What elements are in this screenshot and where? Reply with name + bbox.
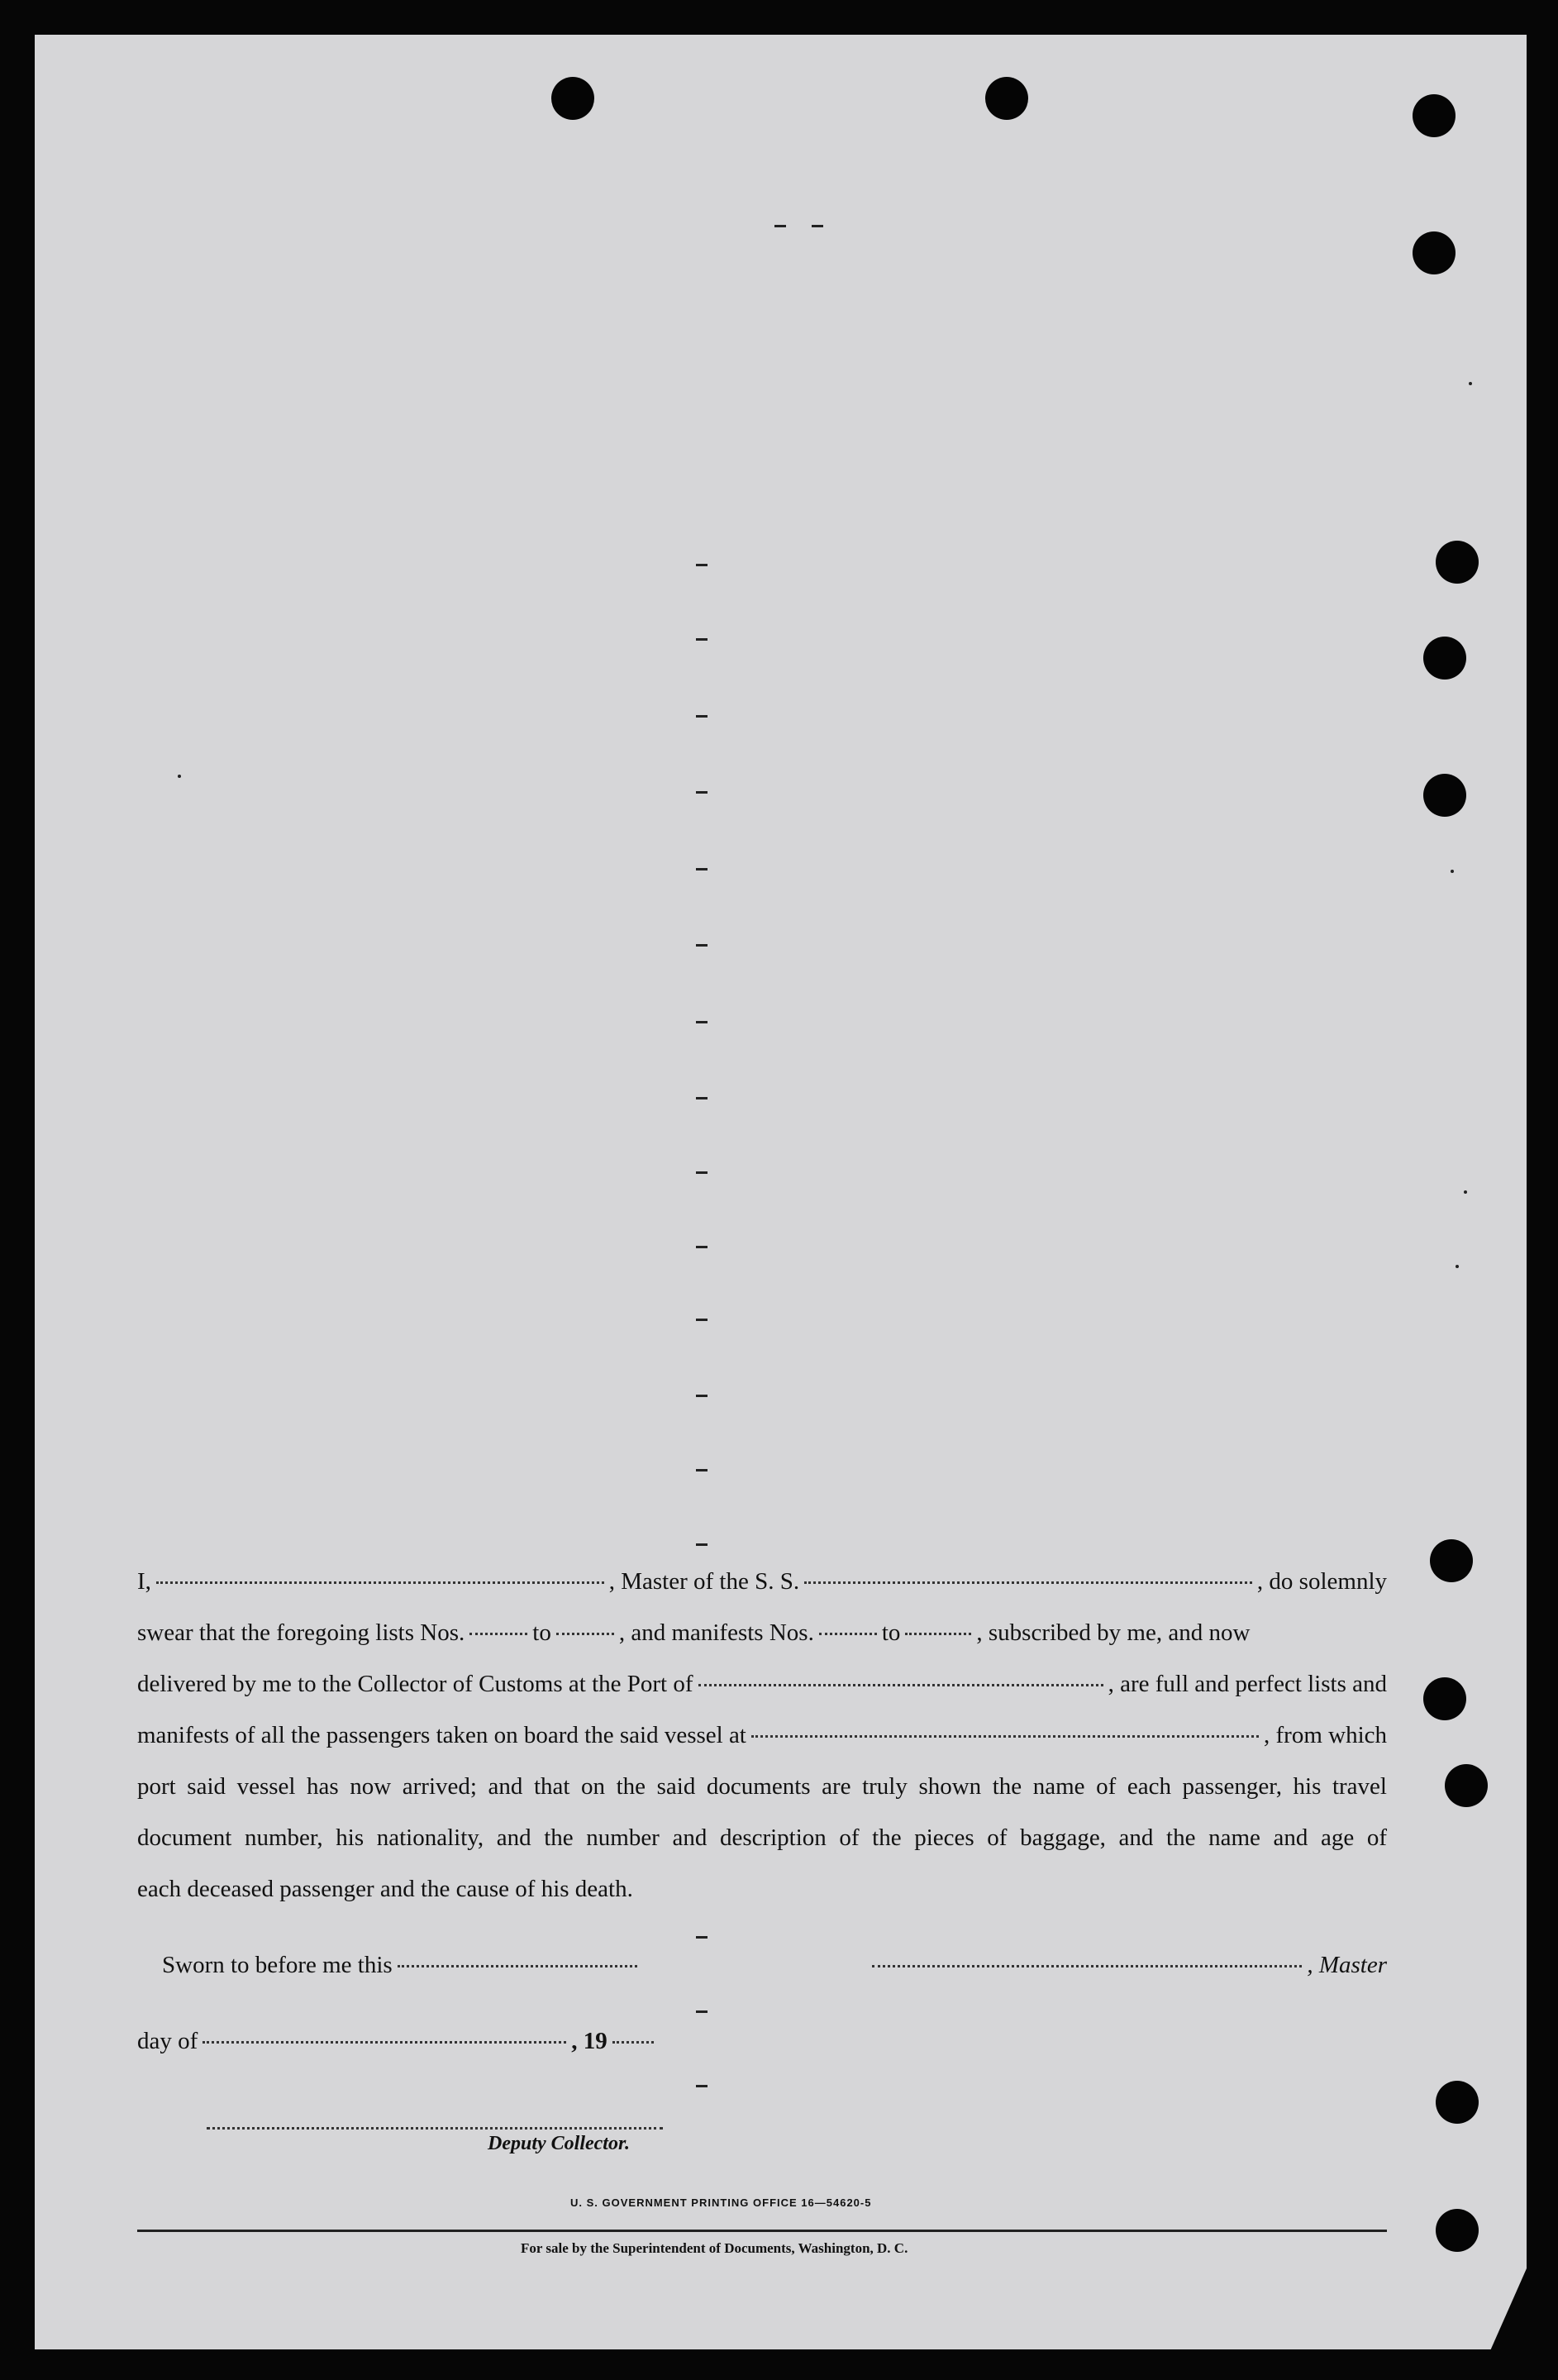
master-label: , Master: [1307, 1952, 1387, 1978]
punch-hole: [1413, 231, 1456, 274]
punch-hole: [1436, 2209, 1479, 2252]
fold-mark: [696, 638, 708, 641]
punch-hole: [1445, 1764, 1488, 1807]
oath-text: to: [881, 1619, 901, 1646]
punch-hole: [551, 77, 594, 120]
sworn-row: [137, 1952, 1387, 2003]
list-from-blank: [469, 1633, 527, 1635]
sworn-label: Sworn to before me this: [162, 1952, 393, 1978]
vessel-name-blank: [804, 1581, 1252, 1584]
punch-hole: [1436, 541, 1479, 584]
fold-mark: [696, 2085, 708, 2087]
oath-text: swear that the foregoing lists Nos.: [137, 1619, 465, 1646]
deputy-collector-label: Deputy Collector.: [488, 2133, 630, 2154]
sale-notice: For sale by the Superintendent of Documents, Washington, D. C.: [521, 2240, 908, 2256]
origin-port-blank: [751, 1735, 1259, 1738]
fold-mark: [696, 715, 708, 718]
printer-imprint: U. S. GOVERNMENT PRINTING OFFICE 16—54620-5: [570, 2196, 872, 2209]
fold-mark: [696, 564, 708, 566]
fold-mark: [696, 944, 708, 947]
oath-text: manifests of all the passengers taken on board the said vessel at: [137, 1722, 746, 1748]
fold-mark: [696, 1246, 708, 1248]
oath-text: , are full and perfect lists and: [1108, 1671, 1387, 1697]
punch-hole: [1413, 94, 1456, 137]
punch-hole: [985, 77, 1028, 120]
month-blank: [202, 2041, 566, 2044]
oath-text: , Master of the S. S.: [608, 1568, 800, 1595]
speck: [1464, 1190, 1467, 1194]
fold-mark: [812, 225, 823, 227]
fold-mark: [696, 1021, 708, 1023]
fold-mark: [696, 1171, 708, 1174]
port-blank: [698, 1684, 1103, 1686]
fold-mark: [696, 1543, 708, 1546]
day-label: day of: [137, 2028, 198, 2054]
punch-hole: [1436, 2081, 1479, 2124]
oath-line: [137, 1876, 1387, 1927]
oath-text: I,: [137, 1568, 151, 1595]
punch-hole: [1423, 637, 1466, 680]
oath-text: , subscribed by me, and now: [976, 1619, 1251, 1646]
speck: [1451, 870, 1454, 873]
fold-mark: [696, 1097, 708, 1099]
punch-hole: [1423, 774, 1466, 817]
oath-text: to: [532, 1619, 551, 1646]
fold-mark: [696, 1469, 708, 1471]
deputy-signature-line: [207, 2127, 663, 2130]
master-name-blank: [156, 1581, 604, 1584]
footer-rule: [137, 2230, 1387, 2232]
list-to-blank: [556, 1633, 614, 1635]
fold-mark: [696, 1395, 708, 1397]
manifest-from-blank: [819, 1633, 877, 1635]
oath-text: each deceased passenger and the cause of his death.: [137, 1876, 633, 1902]
speck: [1469, 382, 1472, 385]
fold-mark: [696, 1319, 708, 1321]
manifest-to-blank: [905, 1633, 971, 1635]
fold-mark: [696, 868, 708, 870]
oath-line: [137, 1568, 1387, 1619]
oath-text: , and manifests Nos.: [618, 1619, 814, 1646]
speck: [178, 775, 181, 778]
signature-block: [137, 1952, 1387, 2079]
oath-text: , from which: [1264, 1722, 1387, 1748]
oath-line: document number, his nationality, and the number and description of the pieces of baggage, and the name and age of: [137, 1824, 1387, 1851]
punch-hole: [1423, 1677, 1466, 1720]
year-label: , 19: [571, 2028, 607, 2054]
oath-text: , do solemnly: [1256, 1568, 1388, 1595]
punch-hole: [1430, 1539, 1473, 1582]
oath-line: port said vessel has now arrived; and that on the said documents are truly shown the name of each passenger, his travel: [137, 1773, 1387, 1800]
oath-line: [137, 1619, 1387, 1671]
oath-line: [137, 1722, 1387, 1773]
master-signature-blank: [872, 1965, 1302, 1967]
oath-line: [137, 1671, 1387, 1722]
day-row: [137, 2028, 1387, 2079]
oath-paragraph: [137, 1568, 1387, 1927]
fold-mark: [774, 225, 786, 227]
sworn-date-blank: [398, 1965, 637, 1967]
speck: [1456, 1265, 1459, 1268]
fold-mark: [696, 1936, 708, 1939]
oath-text: delivered by me to the Collector of Customs at the Port of: [137, 1671, 693, 1697]
year-blank: [612, 2041, 654, 2044]
fold-mark: [696, 791, 708, 794]
